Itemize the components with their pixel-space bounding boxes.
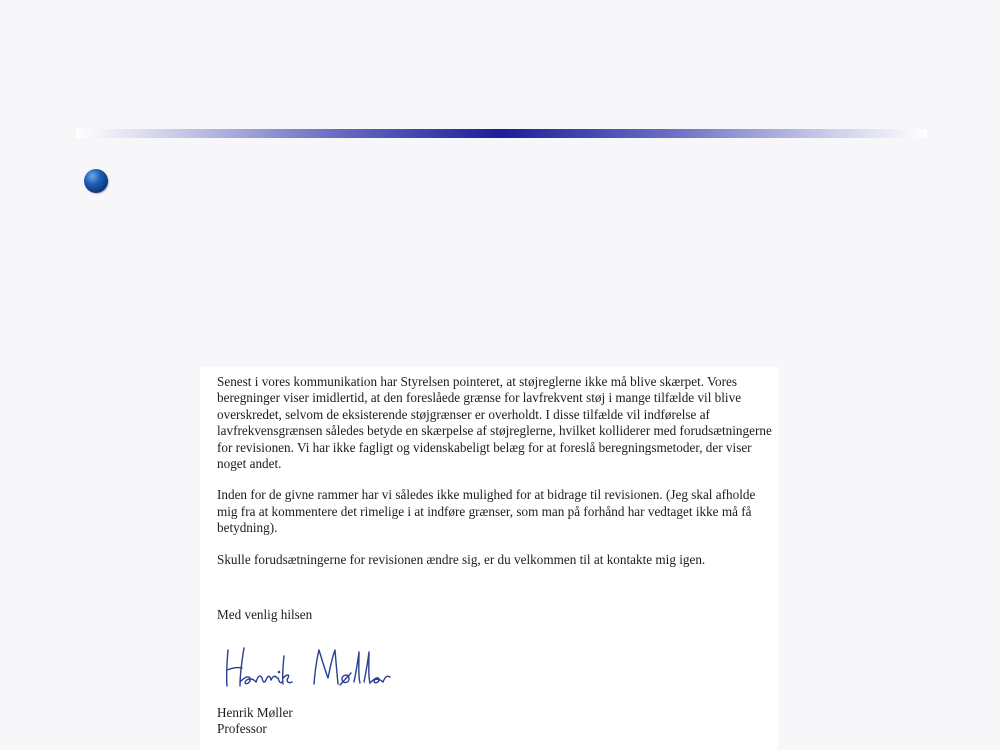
letter-image bbox=[200, 367, 778, 750]
letter-paragraph-2: Inden for de givne rammer har vi således ikke mulighed for at bidrage til revisionen. (Jeg skal afholde mig fra at kommentere det rimelige i at indføre grænser, som man på forhånd har vedtaget ikke må få betydning). bbox=[217, 487, 756, 536]
signer-title: Professor bbox=[217, 721, 267, 736]
bullet-icon bbox=[84, 169, 108, 193]
letter-body bbox=[217, 374, 777, 583]
signer-name: Henrik Møller bbox=[217, 705, 293, 720]
letter-paragraph-1: Senest i vores kommunikation har Styrelsen pointeret, at støjreglerne ikke må blive skærpet. Vores beregninger viser imidlertid, at den foreslåede grænse for lavfrekvent støj i mange tilfælde vil blive overskredet, selvom de eksisterende støjgrænser er overholdt. I disse tilfælde vil indførelse af lavfrekvensgrænsen således betyde en skærpelse af støjreglerne, hvilket kolliderer med forudsætningerne for revisionen. Vi har ikke fagligt og videnskabeligt belæg for at foreslå beregningsmetoder, der viser noget andet. bbox=[217, 374, 772, 472]
letter-closing: Med venlig hilsen bbox=[217, 607, 313, 622]
letter-paragraph-3: Skulle forudsætningerne for revisionen ændre sig, er du velkommen til at kontakte mig igen. bbox=[217, 551, 706, 567]
handwritten-signature bbox=[222, 642, 402, 692]
title-divider-bar bbox=[76, 129, 927, 138]
